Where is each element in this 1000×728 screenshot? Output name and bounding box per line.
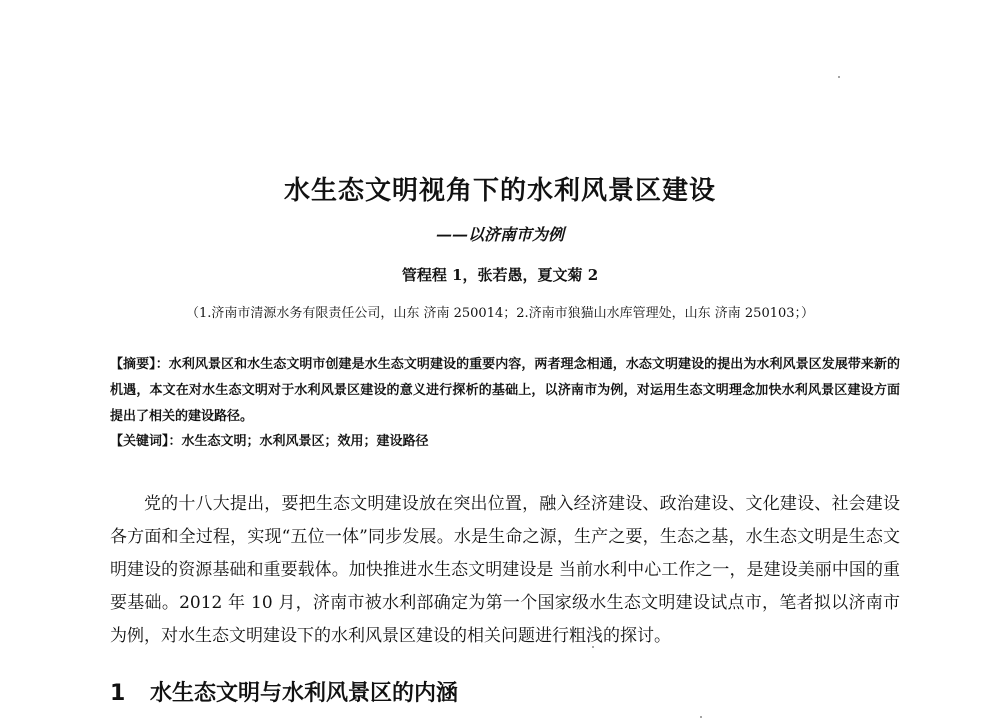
- paper-authors: 管程程 1，张若愚，夏文菊 2: [401, 266, 599, 284]
- scan-speck: [700, 716, 702, 718]
- abstract: [110, 352, 900, 430]
- keywords-label: 【关键词】：: [110, 434, 182, 449]
- section-title: 水生态文明与水利风景区的内涵: [150, 681, 459, 706]
- keywords: [110, 430, 900, 449]
- section-number: 1: [110, 681, 126, 706]
- scan-speck: [838, 76, 840, 78]
- abstract-text: 水利风景区和水生态文明市创建是水生态文明建设的重要内容，两者理念相通，水态文明建设的提出为水利风景区发展带来新的机遇，本文在对水生态文明对于水利风景区建设的意义进行探析的基础上，以济南市为例，对运用生态文明理念加快水利风景区建设方面提出了相关的建设路径。: [110, 357, 900, 424]
- keywords-text: 水生态文明；水利风景区；效用；建设路径: [181, 434, 429, 449]
- intro-paragraph: 党的十八大提出，要把生态文明建设放在突出位置，融入经济建设、政治建设、文化建设、社会建设各方面和全过程，实现“五位一体”同步发展。水是生命之源，生产之要，生态之基，水生态文明是生态文明建设的资源基础和重要载体。加快推进水生态文明建设是 当前水利中心工作之一，是建设美丽中国的重要基础。2012 年 10 月，济南市被水利部确定为第一个国家级水生态文明建设试点市，笔者拟以济南市为例，对水生态文明建设下的水利风景区建设的相关问题进行粗浅的探讨。: [110, 494, 900, 646]
- paper-subtitle: ——以济南市为例: [435, 225, 564, 244]
- abstract-label: 【摘要】：: [110, 357, 169, 372]
- paper-title: 水生态文明视角下的水利风景区建设: [283, 176, 716, 206]
- paper-affiliations: （1.济南市清源水务有限责任公司，山东 济南 250014；2.济南市狼猫山水库管理处，山东 济南 250103；）: [185, 306, 815, 321]
- section-heading: [110, 676, 458, 707]
